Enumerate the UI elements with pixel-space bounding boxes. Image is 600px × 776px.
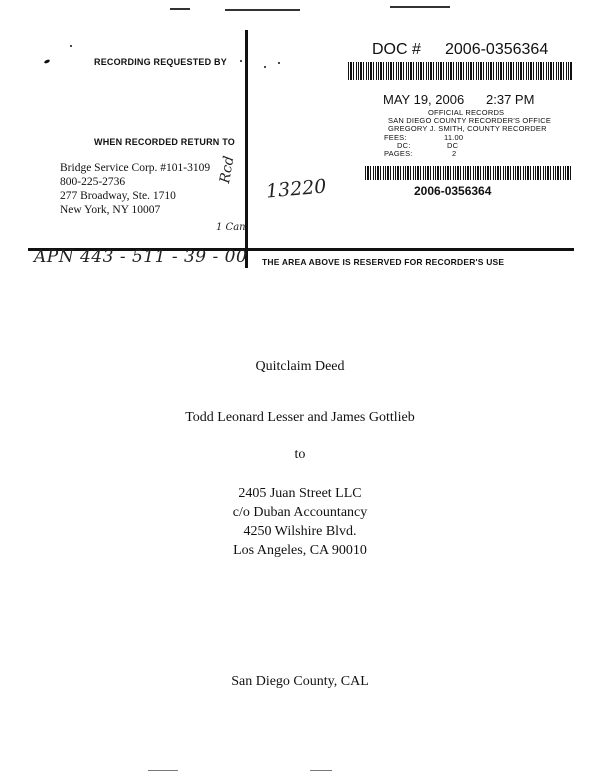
return-address-line: New York, NY 10007 [60,204,161,216]
recorder-barcode-top [348,62,572,80]
grantee-line: Los Angeles, CA 90010 [233,543,367,558]
doc-number-bottom: 2006-0356364 [414,184,492,198]
scan-artifact-rule [390,6,450,8]
scan-speck [278,62,280,64]
recording-requested-by-label: RECORDING REQUESTED BY [94,57,227,67]
scan-speck [264,66,266,68]
recorder-office-line: SAN DIEGO COUNTY RECORDER'S OFFICE [388,116,552,125]
pages-value: 2 [452,149,457,158]
handwritten-number: 13220 [265,175,328,203]
recorder-barcode-bottom [365,166,572,180]
grantee-block [0,484,600,560]
document-title: Quitclaim Deed [255,359,345,374]
grantee-line: 4250 Wilshire Blvd. [243,524,357,539]
doc-number: 2006-0356364 [445,41,549,58]
scan-artifact-rule [310,770,332,771]
when-recorded-return-to-label: WHEN RECORDED RETURN TO [94,137,235,147]
recording-time: 2:37 PM [486,92,535,107]
official-records-line: OFFICIAL RECORDS [428,108,505,117]
recording-date: MAY 19, 2006 [383,92,465,107]
return-address-block [60,161,210,217]
dc-value: DC [447,141,459,150]
handwritten-apn: APN 443 - 511 - 39 - 00 [34,247,248,267]
return-address-line: 800-225-2736 [60,176,126,188]
fees-value: 11.00 [444,133,464,142]
handwritten-initials: Rcd [217,154,238,185]
grantee-line: 2405 Juan Street LLC [238,486,362,501]
handwritten-note: 1 Can [216,222,246,233]
scan-speck [70,45,72,47]
scan-speck [240,60,242,62]
scan-artifact-rule [225,9,300,11]
county-recorder-line: GREGORY J. SMITH, COUNTY RECORDER [388,124,547,133]
scan-speck [44,59,51,64]
reserved-area-label: THE AREA ABOVE IS RESERVED FOR RECORDER'S USE [262,257,505,267]
grantee-line: c/o Duban Accountancy [232,505,368,520]
scan-artifact-rule [148,770,178,771]
pages-label: PAGES: [384,149,413,158]
return-address-line: Bridge Service Corp. #101-3109 [60,162,211,174]
fees-label: FEES: [384,133,407,142]
scan-artifact-rule [170,8,190,10]
to-word: to [294,447,306,462]
dc-label: DC: [397,141,411,150]
doc-label: DOC # [372,41,421,58]
county-line: San Diego County, CAL [231,674,369,689]
grantors: Todd Leonard Lesser and James Gottlieb [185,410,415,425]
return-address-line: 277 Broadway, Ste. 1710 [60,190,176,202]
